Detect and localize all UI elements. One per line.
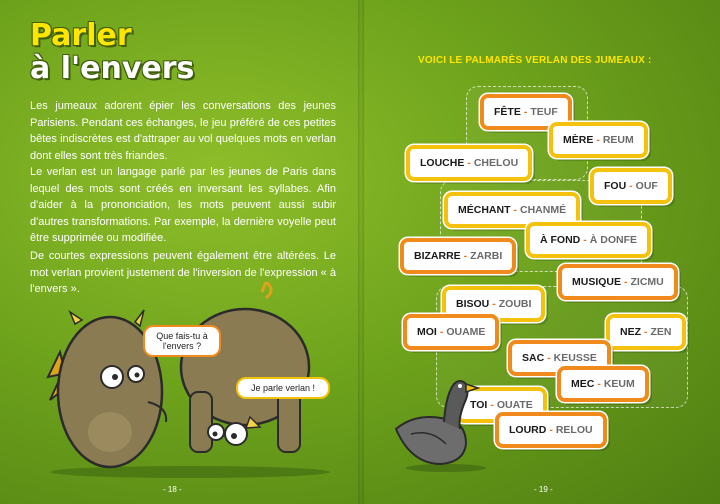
verlan-separator: -	[629, 180, 633, 192]
verlan-separator: -	[490, 399, 494, 411]
verlan-translation: ZARBI	[470, 250, 503, 262]
verlan-translation: OUATE	[496, 399, 533, 411]
verlan-translation: OUF	[635, 180, 658, 192]
verlan-pair	[558, 264, 678, 300]
verlan-word: À FOND	[540, 234, 581, 246]
speech-bubble-question: Que fais-tu à l'envers ?	[143, 325, 221, 357]
palmares-title: VOICI LE PALMARÈS VERLAN DES JUMEAUX :	[418, 55, 652, 66]
page-number-right: - 19 -	[534, 485, 553, 494]
paragraph-2: Le verlan est un langage parlé par les jeunes de Paris dans lequel des mots sont créés en inversant les syllabes. Afin d'aider à la prononciation, les mots peuvent aussi subir d'autres transformations. Par exemple, la dernière voyelle peut être supprimée ou modifiée.	[30, 166, 336, 244]
page-number-left: - 18 -	[163, 485, 182, 494]
verlan-pair	[606, 314, 686, 350]
verlan-word: FÊTE	[494, 106, 521, 118]
speech-bubble-answer: Je parle verlan !	[236, 377, 330, 399]
ground-shadow	[50, 466, 330, 478]
verlan-word: SAC	[522, 352, 545, 364]
verlan-word: TOI	[470, 399, 488, 411]
verlan-pair	[400, 238, 516, 274]
verlan-word: FOU	[604, 180, 627, 192]
verlan-pair	[495, 412, 607, 448]
right-monster	[181, 282, 309, 452]
verlan-separator: -	[463, 250, 468, 262]
verlan-word: MUSIQUE	[572, 276, 622, 288]
verlan-word: MÈRE	[563, 134, 594, 146]
verlan-separator: -	[523, 106, 528, 118]
verlan-separator: -	[597, 378, 601, 390]
verlan-word: LOURD	[509, 424, 547, 436]
verlan-word: NEZ	[620, 326, 641, 338]
verlan-pair	[549, 122, 648, 158]
verlan-translation: REUM	[602, 134, 634, 146]
verlan-pair	[557, 366, 649, 402]
verlan-translation: ZEN	[650, 326, 672, 338]
verlan-translation: À DONFE	[589, 234, 637, 246]
verlan-pair	[526, 222, 651, 258]
verlan-word: MOI	[417, 326, 437, 338]
book-gutter	[358, 0, 364, 504]
verlan-word: LOUCHE	[420, 157, 465, 169]
verlan-translation: RELOU	[555, 424, 593, 436]
verlan-separator: -	[439, 326, 444, 338]
paragraph-3: De courtes expressions peuvent également être altérées. Le mot verlan provient justement de l'inversion de l'expression « à l'envers ».	[30, 250, 336, 295]
verlan-translation: CHELOU	[473, 157, 519, 169]
verlan-translation: OUAME	[446, 326, 486, 338]
verlan-word: BISOU	[456, 298, 490, 310]
verlan-separator: -	[624, 276, 628, 288]
title-line-1: Parler	[30, 18, 132, 53]
verlan-separator: -	[467, 157, 471, 169]
verlan-pair	[403, 314, 499, 350]
verlan-translation: ZOUBI	[498, 298, 532, 310]
verlan-word: MEC	[571, 378, 595, 390]
title-line-2: à l'envers	[30, 51, 195, 86]
verlan-translation: KEUM	[603, 378, 635, 390]
verlan-translation: CHANMÉ	[520, 204, 567, 216]
verlan-separator: -	[513, 204, 517, 216]
verlan-translation: KEUSSE	[553, 352, 597, 364]
verlan-word: MÉCHANT	[458, 204, 511, 216]
verlan-word: BIZARRE	[414, 250, 461, 262]
verlan-translation: ZICMU	[630, 276, 664, 288]
verlan-separator: -	[492, 298, 496, 310]
verlan-separator: -	[596, 134, 600, 146]
verlan-pair	[590, 168, 672, 204]
verlan-pair	[406, 145, 532, 181]
verlan-separator: -	[644, 326, 648, 338]
verlan-separator: -	[547, 352, 551, 364]
goose-illustration	[386, 374, 496, 474]
verlan-separator: -	[549, 424, 553, 436]
verlan-translation: TEUF	[530, 106, 558, 118]
verlan-separator: -	[583, 234, 587, 246]
goose-shadow	[406, 464, 486, 472]
paragraph-1: Les jumeaux adorent épier les conversations des jeunes Parisiens. Pendant ces échanges, le jeu préféré de ces petites bêtes indiscrètes est d'attraper au vol quelques mots en verlan dont elles sont très friandes.	[30, 100, 336, 162]
